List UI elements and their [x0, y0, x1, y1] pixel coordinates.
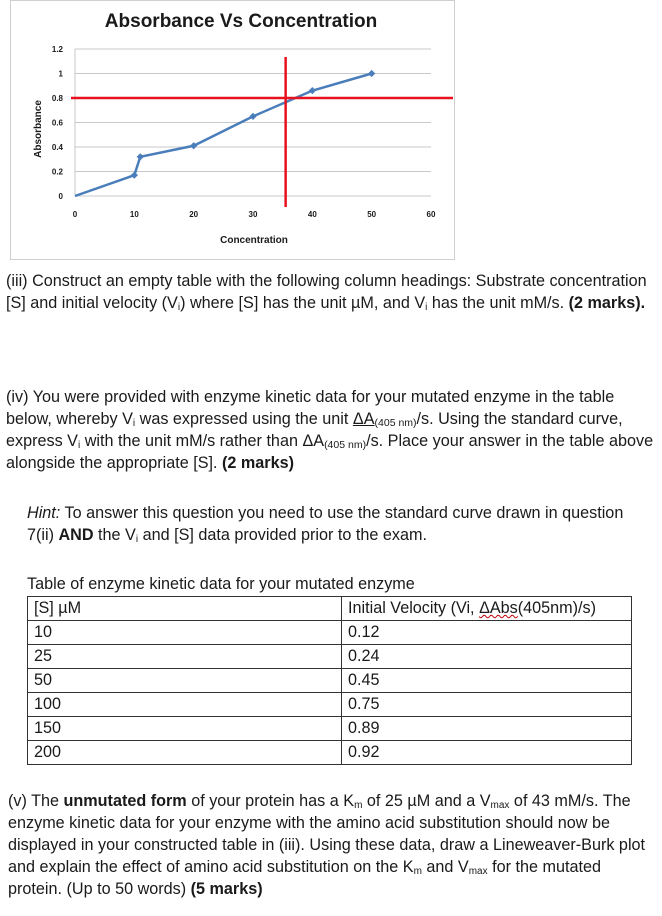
- header-substrate: [S] µM: [28, 597, 342, 621]
- red-guide-lines: [71, 57, 453, 207]
- x-tick-label: 10: [129, 210, 139, 219]
- data-point: [368, 70, 375, 77]
- x-tick-labels: [73, 210, 436, 219]
- y-tick-label: 1.2: [51, 45, 63, 54]
- table-caption: Table of enzyme kinetic data for your mutated enzyme: [27, 575, 415, 593]
- x-tick-label: 40: [307, 210, 317, 219]
- table-header-row: [28, 597, 632, 621]
- absorbance-chart: [10, 0, 455, 260]
- table-row: 100 0.75: [28, 693, 632, 717]
- chart-title: Absorbance Vs Concentration: [104, 11, 378, 32]
- chart-gridlines: [75, 49, 431, 196]
- hint-label: Hint:: [27, 504, 61, 522]
- y-tick-label: 0.6: [51, 118, 63, 128]
- y-tick-label: 0.4: [51, 143, 63, 152]
- y-axis-label: Absorbance: [33, 100, 44, 158]
- x-tick-label: 0: [72, 210, 78, 219]
- y-tick-label: 0.2: [51, 167, 63, 177]
- marks-iv: (2 marks): [221, 454, 294, 472]
- question-iii: (iii) Construct an empty table with the following column headings: Substrate concentration [S] and initial velocity $(V_i)$ where [S] has the unit µM, and $V_i$ has the unit mM/s. (2 marks).: [6, 272, 647, 313]
- data-point: [309, 87, 316, 94]
- marks-iii: (2 marks).: [568, 294, 646, 312]
- marks-v: (5 marks): [190, 880, 263, 898]
- chart-svg: [11, 1, 454, 259]
- series-line: [75, 74, 372, 197]
- table-row: 50 0.45: [28, 669, 632, 693]
- data-point: [131, 172, 138, 179]
- hint: Hint: To answer this question you need to use the standard curve drawn in question 7(ii) AND the $V_i$ and [S] data provided prior to the exam.: [27, 504, 624, 545]
- data-series: [75, 70, 375, 196]
- kinetic-data-table: [27, 596, 632, 765]
- question-iv: (iv) You were provided with enzyme kinetic data for your mutated enzyme in the table below, whereby $V_i$ was expressed using the unit $\Delta A_{(405 nm)}/s$. Using the standard curve, express $V_i$ with the unit mM/s rather than $\Delta A_{(405 nm)}/s$. Place your answer in the table above alongside the appropriate [S]. (2 marks): [6, 388, 654, 472]
- x-tick-label: 60: [426, 210, 436, 219]
- header-velocity: Initial Velocity (Vi, ΔAbs(405nm)/s): [342, 597, 632, 621]
- data-point: [137, 153, 144, 160]
- y-tick-label: 1: [58, 69, 63, 79]
- table-row: 200 0.92: [28, 741, 632, 765]
- x-tick-label: 50: [367, 210, 377, 219]
- table-row: 25 0.24: [28, 645, 632, 669]
- table-row: 150 0.89: [28, 717, 632, 741]
- x-axis-label: Concentration: [220, 235, 288, 246]
- x-tick-label: 30: [248, 210, 258, 219]
- question-v: (v) The unmutated form of your protein has a $K_m$ of 25 µM and a $V_{max}$ of 43 mM/s. The enzyme kinetic data for your enzyme with the amino acid substitution should now be displayed in your constructed table in (iii). Using these data, draw a Lineweaver-Burk plot and explain the effect of amino acid substitution on the $K_m$ and $V_{max}$ for the mutated protein. (Up to 50 words) (5 marks): [8, 792, 646, 898]
- y-tick-label: 0: [58, 192, 63, 201]
- y-tick-label: 0.8: [51, 94, 63, 103]
- table-row: 10 0.12: [28, 621, 632, 645]
- y-tick-labels: [52, 45, 64, 201]
- x-tick-label: 20: [189, 210, 199, 219]
